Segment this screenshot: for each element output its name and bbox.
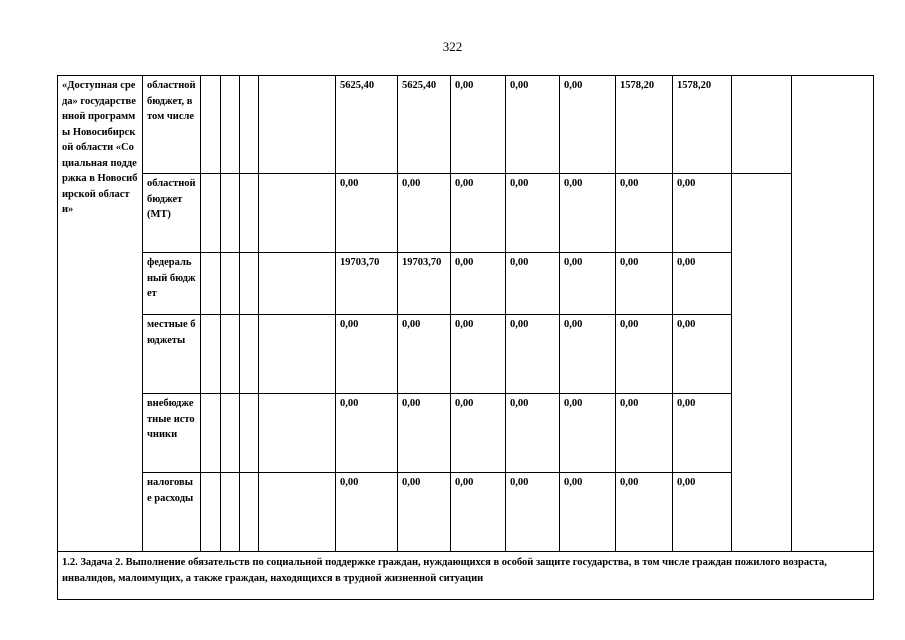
value-cell: 1578,20	[616, 76, 673, 174]
empty-cell	[221, 473, 240, 552]
value-cell: 0,00	[673, 473, 732, 552]
empty-cell	[792, 76, 874, 552]
value-cell: 19703,70	[336, 253, 398, 315]
empty-cell	[240, 76, 259, 174]
value-cell: 0,00	[506, 253, 560, 315]
value-cell: 0,00	[560, 315, 616, 394]
page-number: 322	[442, 39, 463, 54]
value-cell: 0,00	[673, 253, 732, 315]
program-name-cell: «Доступная среда» государственной программы Новосибирской области «Социальная поддержка в Новосибирской области»	[58, 76, 143, 552]
value-cell: 0,00	[560, 473, 616, 552]
value-cell: 0,00	[506, 174, 560, 253]
value-cell: 19703,70	[398, 253, 451, 315]
empty-cell	[259, 253, 336, 315]
value-cell: 0,00	[398, 174, 451, 253]
value-cell: 0,00	[336, 174, 398, 253]
empty-cell	[259, 76, 336, 174]
empty-cell	[221, 394, 240, 473]
empty-cell	[221, 76, 240, 174]
value-cell: 0,00	[560, 253, 616, 315]
value-cell: 0,00	[673, 174, 732, 253]
empty-cell	[240, 315, 259, 394]
value-cell: 0,00	[451, 315, 506, 394]
value-cell: 0,00	[506, 315, 560, 394]
funding-source-cell: налоговые расходы	[143, 473, 201, 552]
empty-cell	[259, 473, 336, 552]
value-cell: 0,00	[616, 253, 673, 315]
empty-cell	[201, 394, 221, 473]
empty-cell	[240, 394, 259, 473]
empty-cell	[201, 315, 221, 394]
table-row	[58, 174, 874, 253]
empty-cell	[259, 394, 336, 473]
value-cell: 0,00	[336, 473, 398, 552]
funding-source-cell: федеральный бюджет	[143, 253, 201, 315]
empty-cell	[259, 315, 336, 394]
value-cell: 0,00	[451, 174, 506, 253]
value-cell: 0,00	[673, 394, 732, 473]
empty-cell	[732, 76, 792, 174]
value-cell: 0,00	[451, 76, 506, 174]
empty-cell	[221, 174, 240, 253]
value-cell: 0,00	[506, 473, 560, 552]
value-cell: 0,00	[560, 174, 616, 253]
empty-cell	[732, 174, 792, 552]
empty-cell	[201, 253, 221, 315]
budget-table	[57, 75, 874, 600]
value-cell: 0,00	[398, 473, 451, 552]
value-cell: 0,00	[451, 253, 506, 315]
empty-cell	[240, 253, 259, 315]
value-cell: 0,00	[616, 473, 673, 552]
value-cell: 0,00	[506, 76, 560, 174]
funding-source-cell: областной бюджет (МТ)	[143, 174, 201, 253]
value-cell: 0,00	[616, 394, 673, 473]
funding-source-cell: местные бюджеты	[143, 315, 201, 394]
table-row	[58, 76, 874, 174]
value-cell: 0,00	[451, 473, 506, 552]
value-cell: 0,00	[451, 394, 506, 473]
value-cell: 0,00	[336, 394, 398, 473]
empty-cell	[201, 473, 221, 552]
task-description: 1.2. Задача 2. Выполнение обязательств по социальной поддержке граждан, нуждающихся в особой защите государства, в том числе граждан пожилого возраста, инвалидов, малоимущих, а также граждан, находящихся в трудной жизненной ситуации	[58, 552, 874, 600]
empty-cell	[240, 473, 259, 552]
empty-cell	[221, 253, 240, 315]
value-cell: 0,00	[336, 315, 398, 394]
empty-cell	[201, 174, 221, 253]
value-cell: 0,00	[506, 394, 560, 473]
value-cell: 0,00	[673, 315, 732, 394]
empty-cell	[240, 174, 259, 253]
funding-source-cell: внебюджетные источники	[143, 394, 201, 473]
empty-cell	[201, 76, 221, 174]
value-cell: 1578,20	[673, 76, 732, 174]
value-cell: 0,00	[616, 174, 673, 253]
empty-cell	[221, 315, 240, 394]
funding-source-cell: областной бюджет, в том числе	[143, 76, 201, 174]
value-cell: 5625,40	[398, 76, 451, 174]
empty-cell	[259, 174, 336, 253]
value-cell: 0,00	[616, 315, 673, 394]
value-cell: 0,00	[560, 76, 616, 174]
value-cell: 0,00	[398, 315, 451, 394]
value-cell: 0,00	[398, 394, 451, 473]
value-cell: 0,00	[560, 394, 616, 473]
value-cell: 5625,40	[336, 76, 398, 174]
